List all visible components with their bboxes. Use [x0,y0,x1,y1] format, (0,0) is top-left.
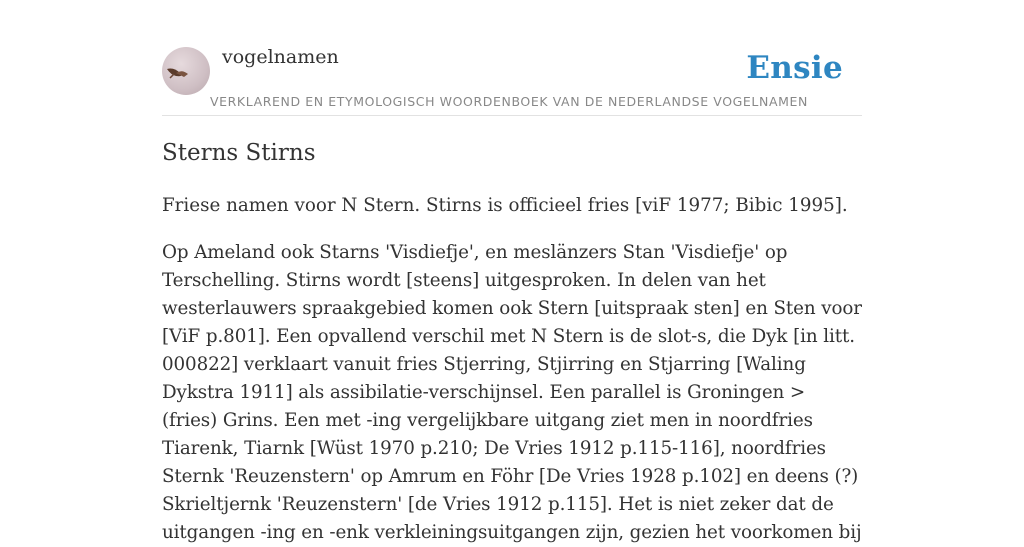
site-header [162,0,862,116]
site-avatar[interactable] [162,47,210,95]
ensie-logo[interactable]: Ensie [746,50,843,86]
article-title: Sterns Stirns [162,140,316,166]
site-name-link[interactable]: vogelnamen [222,46,339,68]
article-paragraph: Op Ameland ook Starns 'Visdiefje', en meslänzers Stan 'Visdiefje' op Terschelling. Stirns wordt [steens] uitgesproken. In delen van het westerlauwers spraakgebied komen ook Stern [uitspraak sten] en Sten voor [ViF p.801]. Een opvallend verschil met N Stern is de slot-s, die Dyk [in litt. 000822] verklaart vanuit fries Stjerring, Stjirring en Stjarring [Waling Dykstra 1911] als assibilatie-verschijnsel. Een parallel is Groningen > (fries) Grins. Een met -ing vergelijkbare uitgang ziet men in noordfries Tiarenk, Tiarnk [Wüst 1970 p.210; De Vries 1912 p.115-116], noordfries Sternk 'Reuzenstern' op Amrum en Föhr [De Vries 1928 p.102] en deens (?) Skrieltjernk 'Reuzenstern' [de Vries 1912 p.115]. Het is niet zeker dat de uitgangen -ing en -enk verkleiningsuitgangen zijn, gezien het voorkomen bij [162,242,862,543]
article-paragraph: Friese namen voor N Stern. Stirns is officieel fries [viF 1977; Bibic 1995]. [162,195,848,216]
page-container [162,0,862,543]
bird-avatar-icon [162,47,210,95]
site-subtitle: VERKLAREND EN ETYMOLOGISCH WOORDENBOEK VAN DE NEDERLANDSE VOGELNAMEN [210,94,808,109]
